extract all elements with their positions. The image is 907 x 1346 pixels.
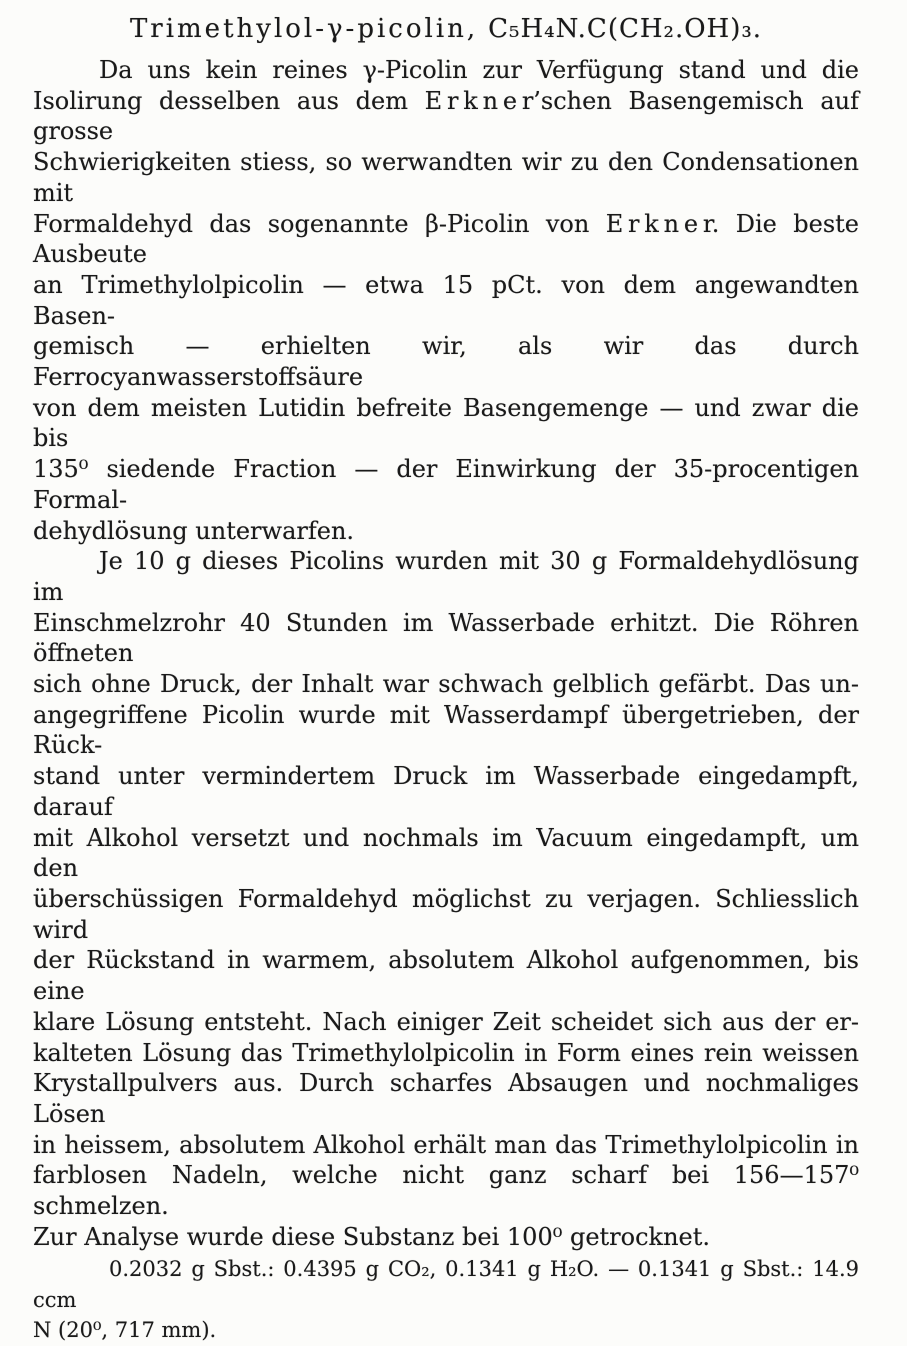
text-line: farblosen Nadeln, welche nicht ganz scharf bei 156—157⁰ schmelzen.: [33, 1161, 859, 1221]
text-line: stand unter vermindertem Druck im Wasserbade eingedampft, darauf: [33, 762, 859, 821]
article-body: [33, 55, 859, 1346]
text-line: sich ohne Druck, der Inhalt war schwach gelblich gefärbt. Das un-: [33, 670, 859, 699]
text-line: dehydlösung unterwarfen.: [33, 516, 355, 545]
text-line: von dem meisten Lutidin befreite Basengemenge — und zwar die bis: [33, 393, 859, 453]
paragraph-procedure: [33, 546, 859, 1252]
section-title: [33, 12, 859, 46]
text-line: Krystallpulvers aus. Durch scharfes Absaugen und nochmaliges Lösen: [33, 1069, 859, 1128]
text-line: Zur Analyse wurde diese Substanz bei 100⁰ getrocknet.: [33, 1222, 711, 1251]
text-line: an Trimethylolpicolin — etwa 15 pCt. von dem angewandten Basen-: [33, 270, 859, 330]
text-line: klare Lösung entsteht. Nach einiger Zeit scheidet sich aus der er-: [33, 1007, 859, 1036]
text-line: Schwierigkeiten stiess, so werwandten wir zu den Condensationen mit: [33, 148, 859, 207]
text-line: Formaldehyd das sogenannte β-Picolin von E r k n e r. Die beste Ausbeute: [33, 209, 859, 269]
compound-name: Trimethylol-γ-picolin,: [129, 14, 479, 44]
text-line: N (20⁰, 717 mm).: [33, 1318, 217, 1343]
text-line: 0.2032 g Sbst.: 0.4395 g CO₂, 0.1341 g H₂O. — 0.1341 g Sbst.: 14.9 ccm: [33, 1257, 859, 1312]
text-line: kalteten Lösung das Trimethylolpicolin in Form eines rein weissen: [33, 1038, 859, 1067]
text-line: mit Alkohol versetzt und nochmals im Vacuum eingedampft, um den: [33, 823, 859, 883]
text-line: 135⁰ siedende Fraction — der Einwirkung der 35-procentigen Formal-: [33, 455, 859, 514]
text-line: der Rückstand in warmem, absolutem Alkohol aufgenommen, bis eine: [33, 946, 859, 1006]
paragraph-intro: [33, 55, 859, 546]
text-line: Je 10 g dieses Picolins wurden mit 30 g Formaldehydlösung im: [33, 547, 859, 606]
text-line: überschüssigen Formaldehyd möglichst zu verjagen. Schliesslich wird: [33, 884, 859, 944]
text-line: Isolirung desselben aus dem E r k n e r’schen Basengemisch auf grosse: [33, 86, 859, 146]
text-line: Da uns kein reines γ-Picolin zur Verfügung stand und die: [99, 56, 859, 84]
text-line: in heissem, absolutem Alkohol erhält man das Trimethylolpicolin in: [33, 1130, 859, 1159]
compound-formula: C₅H₄N.C(CH₂.OH)₃.: [488, 14, 763, 44]
text-line: Einschmelzrohr 40 Stunden im Wasserbade erhitzt. Die Röhren öffneten: [33, 608, 859, 668]
paragraph-analysis: [33, 1254, 859, 1346]
text-line: gemisch — erhielten wir, als wir das durch Ferrocyanwasserstoffsäure: [33, 332, 859, 392]
text-line: angegriffene Picolin wurde mit Wasserdampf übergetrieben, der Rück-: [33, 700, 859, 760]
